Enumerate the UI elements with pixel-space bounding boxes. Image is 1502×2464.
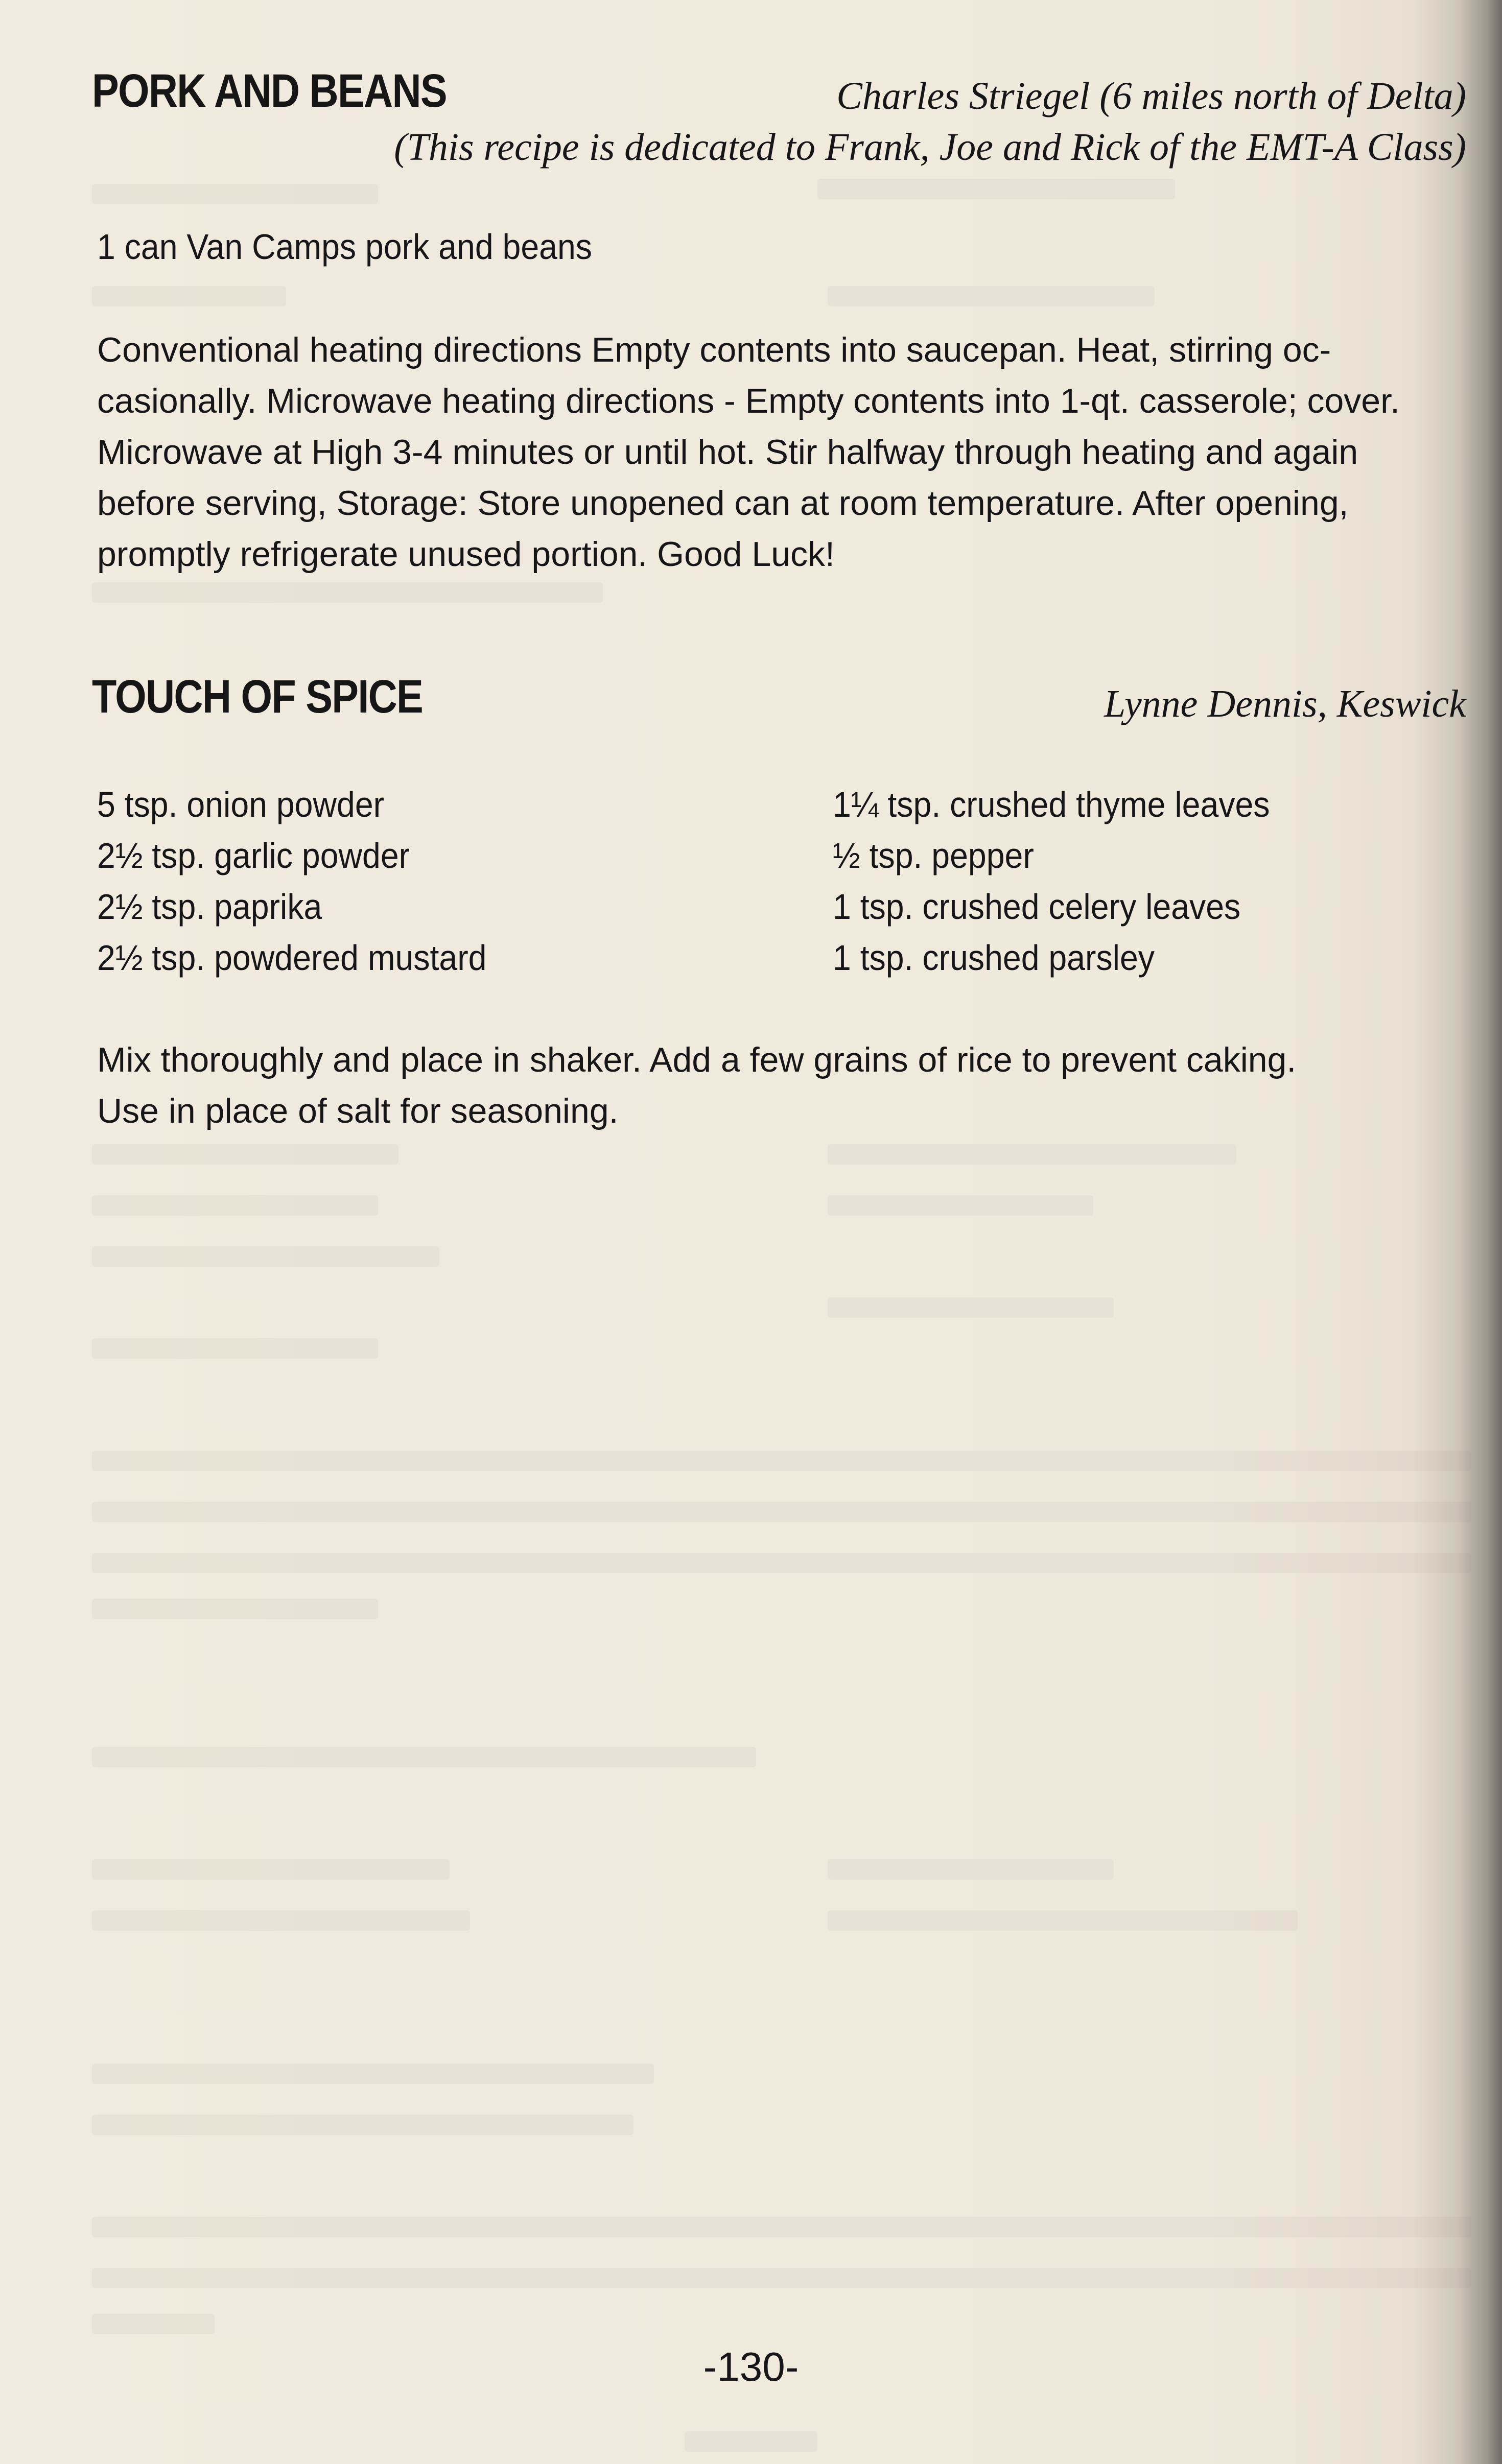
spice-ingredient-right: 1 tsp. crushed celery leaves bbox=[833, 887, 1241, 927]
directions-line: casionally. Microwave heating directions - Empty contents into 1-qt. casserole; cover. bbox=[97, 382, 1400, 420]
spice-ingredient-right: 1¼ tsp. crushed thyme leaves bbox=[833, 785, 1270, 824]
pork-and-beans-ingredient: 1 can Van Camps pork and beans bbox=[97, 227, 592, 267]
spice-ingredient-right: 1 tsp. crushed parsley bbox=[833, 938, 1155, 978]
pork-and-beans-dedication: (This recipe is dedicated to Frank, Joe and Rick of the EMT-A Class) bbox=[394, 126, 1466, 169]
directions-line: Conventional heating directions Empty contents into saucepan. Heat, stirring oc- bbox=[97, 330, 1331, 369]
directions-line: Use in place of salt for seasoning. bbox=[97, 1092, 619, 1130]
pork-and-beans-title: PORK AND BEANS bbox=[92, 65, 447, 117]
touch-of-spice-author: Lynne Dennis, Keswick bbox=[1104, 682, 1466, 725]
page-number: -130- bbox=[703, 2344, 799, 2389]
touch-of-spice-directions bbox=[97, 1034, 1466, 1136]
directions-line: promptly refrigerate unused portion. Good Luck! bbox=[97, 535, 835, 574]
spice-ingredient-right: ½ tsp. pepper bbox=[833, 836, 1034, 875]
touch-of-spice-title: TOUCH OF SPICE bbox=[92, 671, 423, 723]
spice-ingredient-left: 2½ tsp. paprika bbox=[97, 887, 322, 927]
directions-line: Mix thoroughly and place in shaker. Add a few grains of rice to prevent caking. bbox=[97, 1040, 1297, 1079]
spice-ingredient-left: 5 tsp. onion powder bbox=[97, 785, 385, 824]
pork-and-beans-author: Charles Striegel (6 miles north of Delta) bbox=[836, 75, 1466, 117]
directions-line: before serving, Storage: Store unopened can at room temperature. After opening, bbox=[97, 484, 1349, 523]
directions-line: Microwave at High 3-4 minutes or until hot. Stir halfway through heating and again bbox=[97, 433, 1358, 471]
pork-and-beans-directions bbox=[97, 324, 1466, 580]
spice-ingredient-left: 2½ tsp. powdered mustard bbox=[97, 938, 487, 978]
spice-ingredient-left: 2½ tsp. garlic powder bbox=[97, 836, 410, 875]
